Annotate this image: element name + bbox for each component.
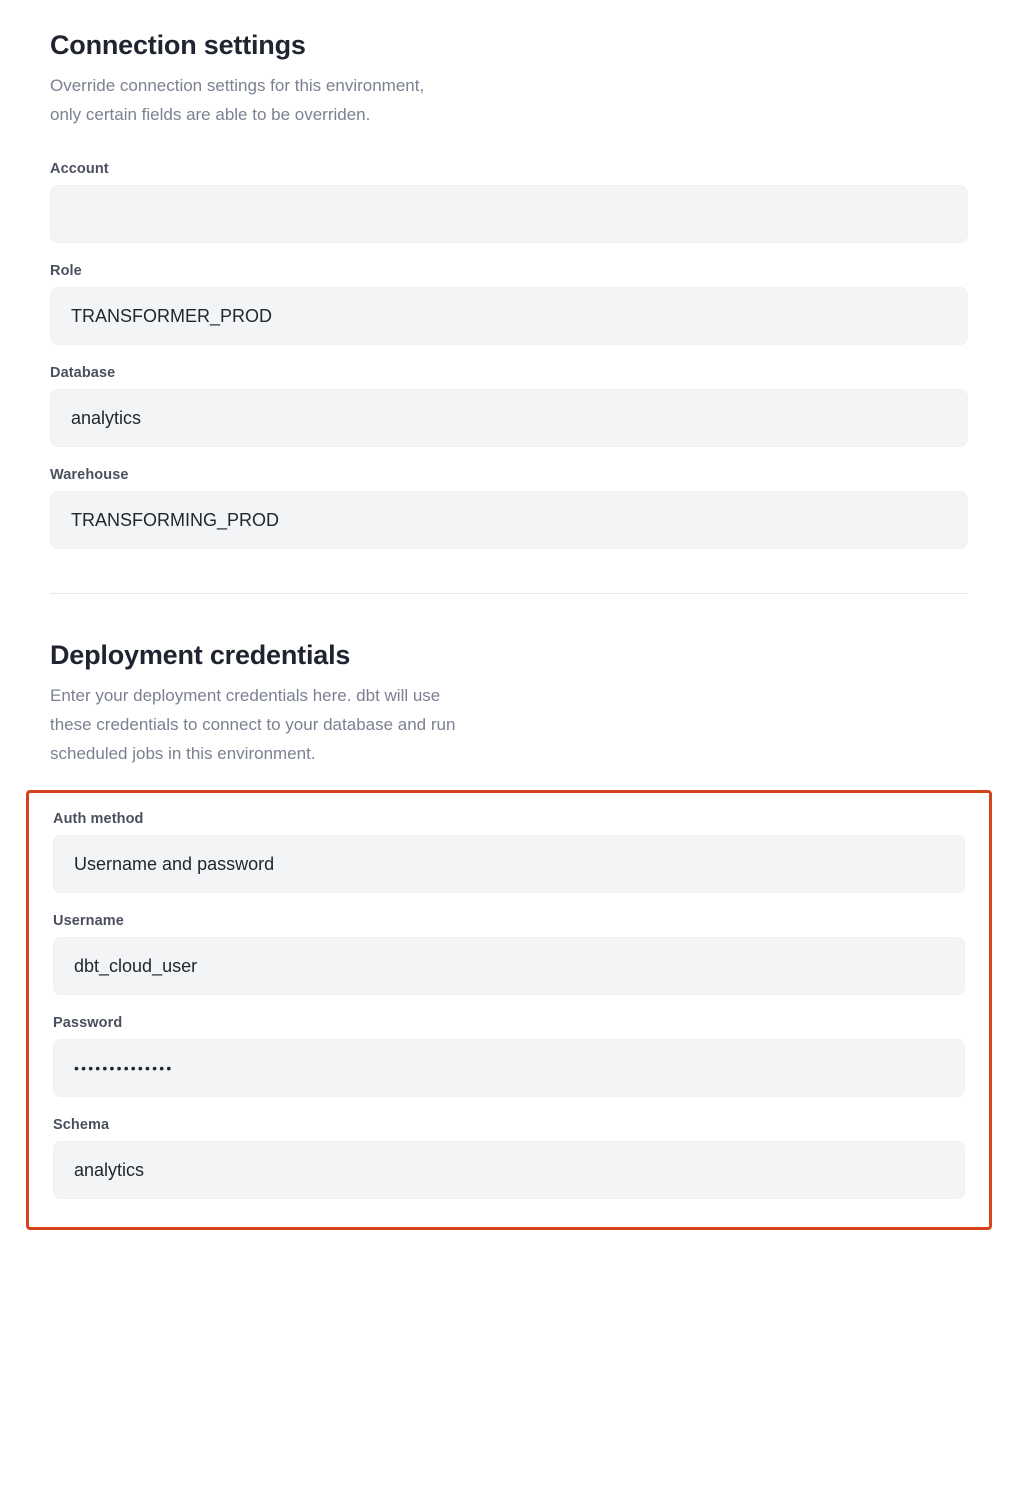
credentials-description-line-3: scheduled jobs in this environment. xyxy=(50,744,316,763)
field-database xyxy=(50,365,968,447)
field-warehouse xyxy=(50,467,968,549)
field-label-password: Password xyxy=(53,1015,123,1031)
field-label-warehouse: Warehouse xyxy=(50,467,129,483)
connection-fields xyxy=(50,161,968,549)
field-label-role: Role xyxy=(50,263,82,279)
credentials-highlight-box xyxy=(26,790,992,1230)
credentials-description-line-1: Enter your deployment credentials here. dbt will use xyxy=(50,686,441,705)
deployment-credentials-title: Deployment credentials xyxy=(50,640,351,670)
field-account xyxy=(50,161,968,243)
username-input[interactable]: dbt_cloud_user xyxy=(53,937,965,995)
field-password xyxy=(53,1015,965,1097)
connection-description-line-2: only certain fields are able to be overriden. xyxy=(50,105,371,124)
deployment-credentials-description xyxy=(50,681,670,768)
field-role xyxy=(50,263,968,345)
connection-settings-section xyxy=(0,0,1018,549)
field-label-auth-method: Auth method xyxy=(53,811,144,827)
auth-method-select[interactable]: Username and password xyxy=(53,835,965,893)
field-label-username: Username xyxy=(53,913,124,929)
field-label-account: Account xyxy=(50,161,109,177)
account-input[interactable] xyxy=(50,185,968,243)
credentials-description-line-2: these credentials to connect to your database and run xyxy=(50,715,456,734)
connection-description-line-1: Override connection settings for this environment, xyxy=(50,76,425,95)
warehouse-input[interactable]: TRANSFORMING_PROD xyxy=(50,491,968,549)
field-username xyxy=(53,913,965,995)
divider-spacer xyxy=(0,594,1018,640)
field-auth-method xyxy=(53,811,965,893)
role-input[interactable]: TRANSFORMER_PROD xyxy=(50,287,968,345)
connection-settings-description xyxy=(50,71,670,129)
field-label-database: Database xyxy=(50,365,116,381)
deployment-credentials-section xyxy=(0,640,1018,768)
field-schema xyxy=(53,1117,965,1199)
schema-input[interactable]: analytics xyxy=(53,1141,965,1199)
database-input[interactable]: analytics xyxy=(50,389,968,447)
connection-settings-title: Connection settings xyxy=(50,30,306,60)
password-input[interactable]: •••••••••••••• xyxy=(53,1039,965,1097)
field-label-schema: Schema xyxy=(53,1117,110,1133)
